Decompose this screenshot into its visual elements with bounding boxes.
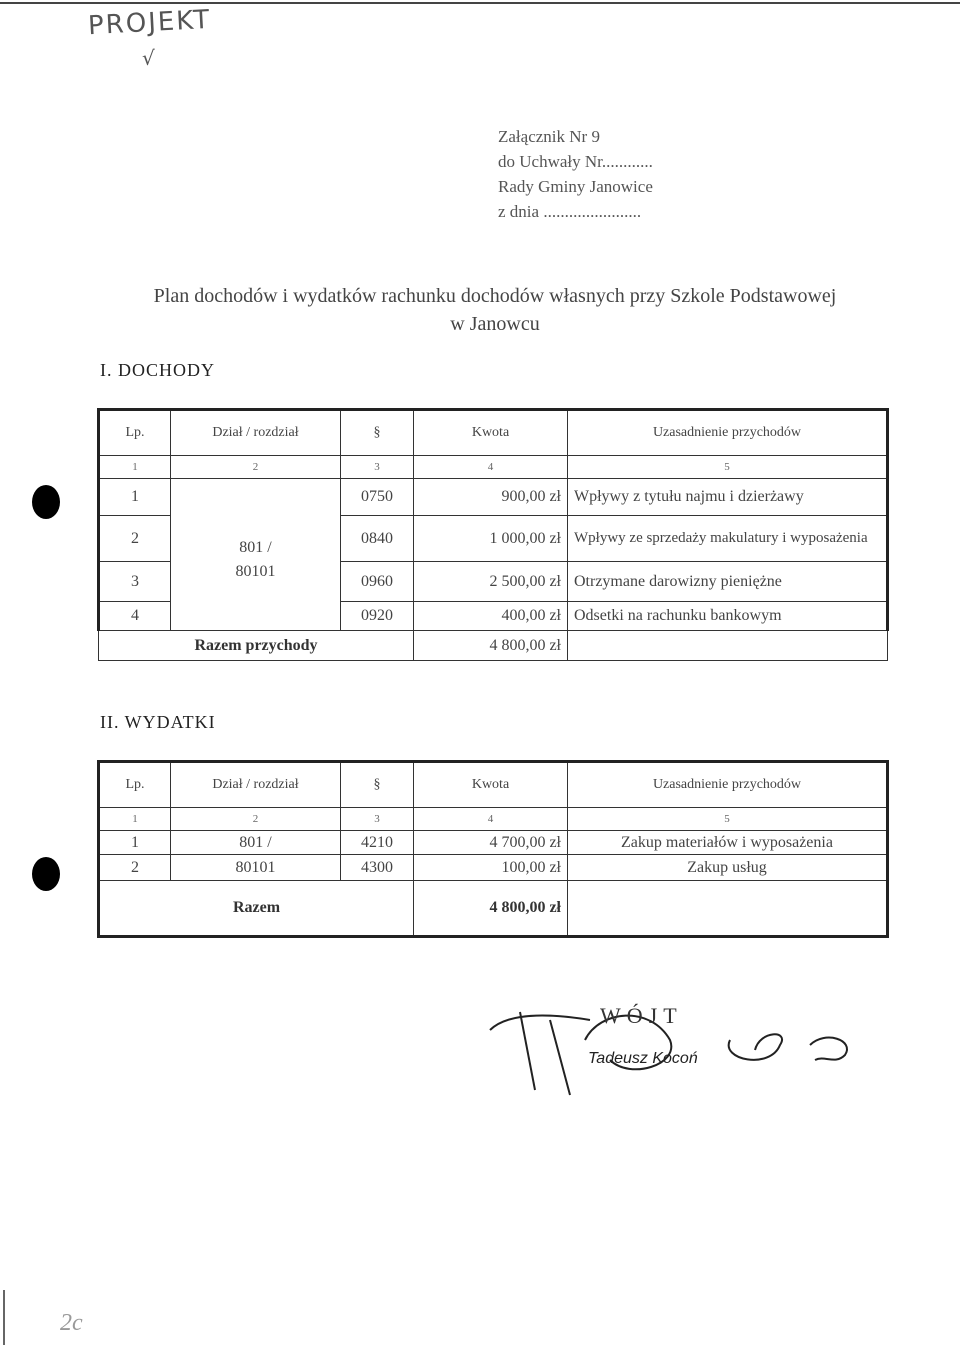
document-title	[60, 282, 930, 338]
column-number: 3	[341, 808, 414, 831]
row-paragraph: 4300	[341, 855, 414, 881]
col-header-paragraph: §	[341, 762, 414, 808]
row-justification: Wpływy ze sprzedaży makulatury i wyposażenia	[568, 516, 888, 562]
projekt-stamp: PROJEKT	[87, 4, 212, 42]
left-edge-line	[3, 1290, 5, 1345]
row-lp: 1	[99, 479, 171, 516]
column-number: 5	[568, 456, 888, 479]
income-table	[97, 408, 889, 661]
signature-name: Tadeusz Kocoń	[588, 1050, 698, 1067]
table-row	[99, 831, 888, 855]
income-header-row	[99, 410, 888, 456]
attachment-line: Załącznik Nr 9	[498, 127, 600, 146]
punch-hole	[32, 485, 60, 519]
total-empty	[568, 631, 888, 661]
table-row	[99, 855, 888, 881]
row-justification: Odsetki na rachunku bankowym	[568, 602, 888, 631]
total-amount: 4 800,00 zł	[414, 881, 568, 937]
row-lp: 3	[99, 562, 171, 602]
row-amount: 1 000,00 zł	[414, 516, 568, 562]
column-number: 1	[99, 808, 171, 831]
row-lp: 1	[99, 831, 171, 855]
row-amount: 100,00 zł	[414, 855, 568, 881]
col-header-lp: Lp.	[99, 410, 171, 456]
col-header-justification: Uzasadnienie przychodów	[568, 762, 888, 808]
table-row	[99, 479, 888, 516]
footer-handwriting: 2c	[60, 1310, 83, 1336]
row-paragraph: 0750	[341, 479, 414, 516]
handwritten-checkmark-icon: √	[142, 46, 155, 70]
row-amount: 2 500,00 zł	[414, 562, 568, 602]
col-header-amount: Kwota	[414, 762, 568, 808]
col-header-paragraph: §	[341, 410, 414, 456]
col-header-justification: Uzasadnienie przychodów	[568, 410, 888, 456]
row-lp: 4	[99, 602, 171, 631]
row-paragraph: 4210	[341, 831, 414, 855]
attachment-line: Rady Gminy Janowice	[498, 177, 653, 196]
row-division: 80101	[171, 855, 341, 881]
top-edge-line	[0, 2, 960, 4]
row-justification: Otrzymane darowizny pieniężne	[568, 562, 888, 602]
column-number: 4	[414, 808, 568, 831]
row-justification: Zakup usług	[568, 855, 888, 881]
total-empty	[568, 881, 888, 937]
expenses-table	[97, 760, 889, 938]
row-lp: 2	[99, 516, 171, 562]
expenses-total-row	[99, 881, 888, 937]
attachment-line: do Uchwały Nr............	[498, 152, 653, 171]
title-line-2: w Janowcu	[450, 313, 540, 335]
column-number: 5	[568, 808, 888, 831]
title-line-1: Plan dochodów i wydatków rachunku dochodów własnych przy Szkole Podstawowej	[153, 285, 837, 307]
col-header-division: Dział / rozdział	[171, 410, 341, 456]
signature-title: WÓJT	[600, 1003, 683, 1028]
row-amount: 400,00 zł	[414, 602, 568, 631]
total-amount: 4 800,00 zł	[414, 631, 568, 661]
row-justification: Zakup materiałów i wyposażenia	[568, 831, 888, 855]
col-header-division: Dział / rozdział	[171, 762, 341, 808]
attachment-line: z dnia .......................	[498, 202, 642, 221]
expenses-column-numbers	[99, 808, 888, 831]
column-number: 1	[99, 456, 171, 479]
column-number: 3	[341, 456, 414, 479]
total-label: Razem	[99, 881, 414, 937]
expenses-header-row	[99, 762, 888, 808]
column-number: 2	[171, 808, 341, 831]
row-paragraph: 0960	[341, 562, 414, 602]
income-heading: I. DOCHODY	[100, 360, 215, 380]
row-paragraph: 0840	[341, 516, 414, 562]
row-amount: 4 700,00 zł	[414, 831, 568, 855]
income-total-row	[99, 631, 888, 661]
column-number: 4	[414, 456, 568, 479]
row-justification: Wpływy z tytułu najmu i dzierżawy	[568, 479, 888, 516]
row-paragraph: 0920	[341, 602, 414, 631]
column-number: 2	[171, 456, 341, 479]
row-amount: 900,00 zł	[414, 479, 568, 516]
row-division: 801 /	[171, 831, 341, 855]
col-header-amount: Kwota	[414, 410, 568, 456]
punch-hole	[32, 857, 60, 891]
row-lp: 2	[99, 855, 171, 881]
attachment-note	[498, 124, 653, 224]
income-column-numbers	[99, 456, 888, 479]
row-division: 801 / 80101	[171, 479, 341, 631]
col-header-lp: Lp.	[99, 762, 171, 808]
total-label: Razem przychody	[99, 631, 414, 661]
expenses-heading: II. WYDATKI	[100, 712, 216, 732]
